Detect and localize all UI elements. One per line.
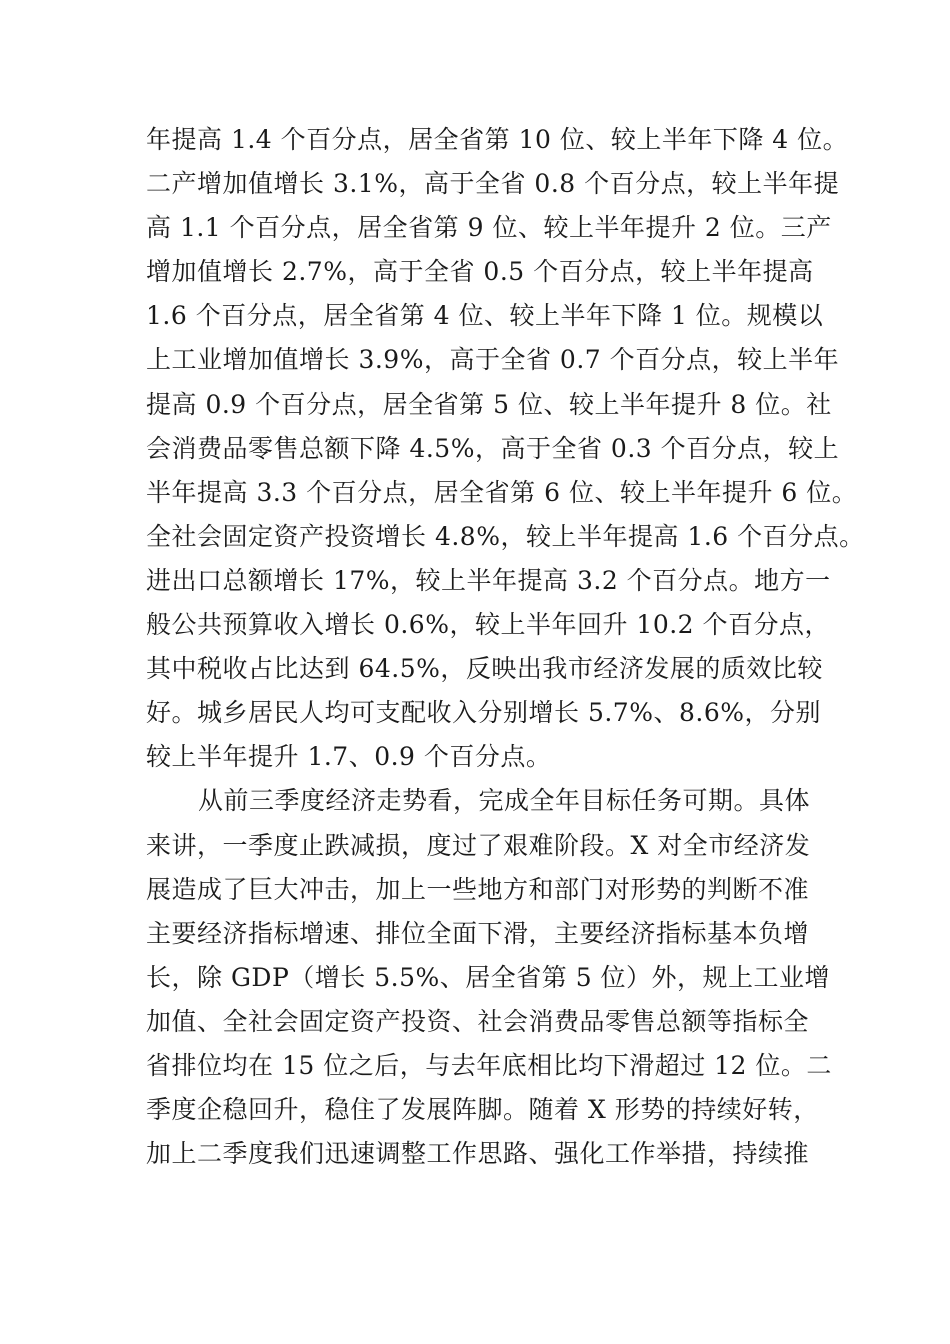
text-line: 高 1.1 个百分点，居全省第 9 位、较上半年提升 2 位。三产 <box>146 213 832 243</box>
text-line: 其中税收占比达到 64.5%，反映出我市经济发展的质效比较 <box>146 654 823 684</box>
text-line: 加值、全社会固定资产投资、社会消费品零售总额等指标全 <box>146 1006 810 1036</box>
text-line: 般公共预算收入增长 0.6%，较上半年回升 10.2 个百分点， <box>146 610 831 640</box>
text-line: 1.6 个百分点，居全省第 4 位、较上半年下降 1 位。规模以 <box>146 301 824 331</box>
text-line: 加上二季度我们迅速调整工作思路、强化工作举措，持续推 <box>146 1139 810 1169</box>
text-line: 会消费品零售总额下降 4.5%，高于全省 0.3 个百分点，较上 <box>146 433 840 463</box>
text-line: 长，除 GDP（增长 5.5%、居全省第 5 位）外，规上工业增 <box>146 962 831 992</box>
text-line: 展造成了巨大冲击，加上一些地方和部门对形势的判断不准 <box>146 874 810 904</box>
text-line: 全社会固定资产投资增长 4.8%，较上半年提高 1.6 个百分点。 <box>146 521 865 551</box>
text-line: 二产增加值增长 3.1%，高于全省 0.8 个百分点，较上半年提 <box>146 169 840 199</box>
text-line: 省排位均在 15 位之后，与去年底相比均下滑超过 12 位。二 <box>146 1050 832 1080</box>
text-line: 好。城乡居民人均可支配收入分别增长 5.7%、8.6%，分别 <box>146 698 821 728</box>
text-line: 季度企稳回升，稳住了发展阵脚。随着 X 形势的持续好转， <box>146 1095 819 1125</box>
text-line: 年提高 1.4 个百分点，居全省第 10 位、较上半年下降 4 位。 <box>146 125 849 154</box>
text-line: 增加值增长 2.7%，高于全省 0.5 个百分点，较上半年提高 <box>146 257 814 287</box>
text-line: 进出口总额增长 17%，较上半年提高 3.2 个百分点。地方一 <box>146 565 831 595</box>
text-line: 主要经济指标增速、排位全面下滑，主要经济指标基本负增 <box>146 918 810 948</box>
text-line: 来讲，一季度止跌减损，度过了艰难阶段。X 对全市经济发 <box>146 830 811 860</box>
body-text <box>146 118 865 1176</box>
text-line: 半年提高 3.3 个百分点，居全省第 6 位、较上半年提升 6 位。 <box>146 477 858 507</box>
text-line: 较上半年提升 1.7、0.9 个百分点。 <box>146 742 552 772</box>
text-line: 上工业增加值增长 3.9%，高于全省 0.7 个百分点，较上半年 <box>146 345 840 375</box>
paragraph-first-line: 从前三季度经济走势看，完成全年目标任务可期。具体 <box>198 786 811 816</box>
text-line: 提高 0.9 个百分点，居全省第 5 位、较上半年提升 8 位。社 <box>146 389 832 419</box>
